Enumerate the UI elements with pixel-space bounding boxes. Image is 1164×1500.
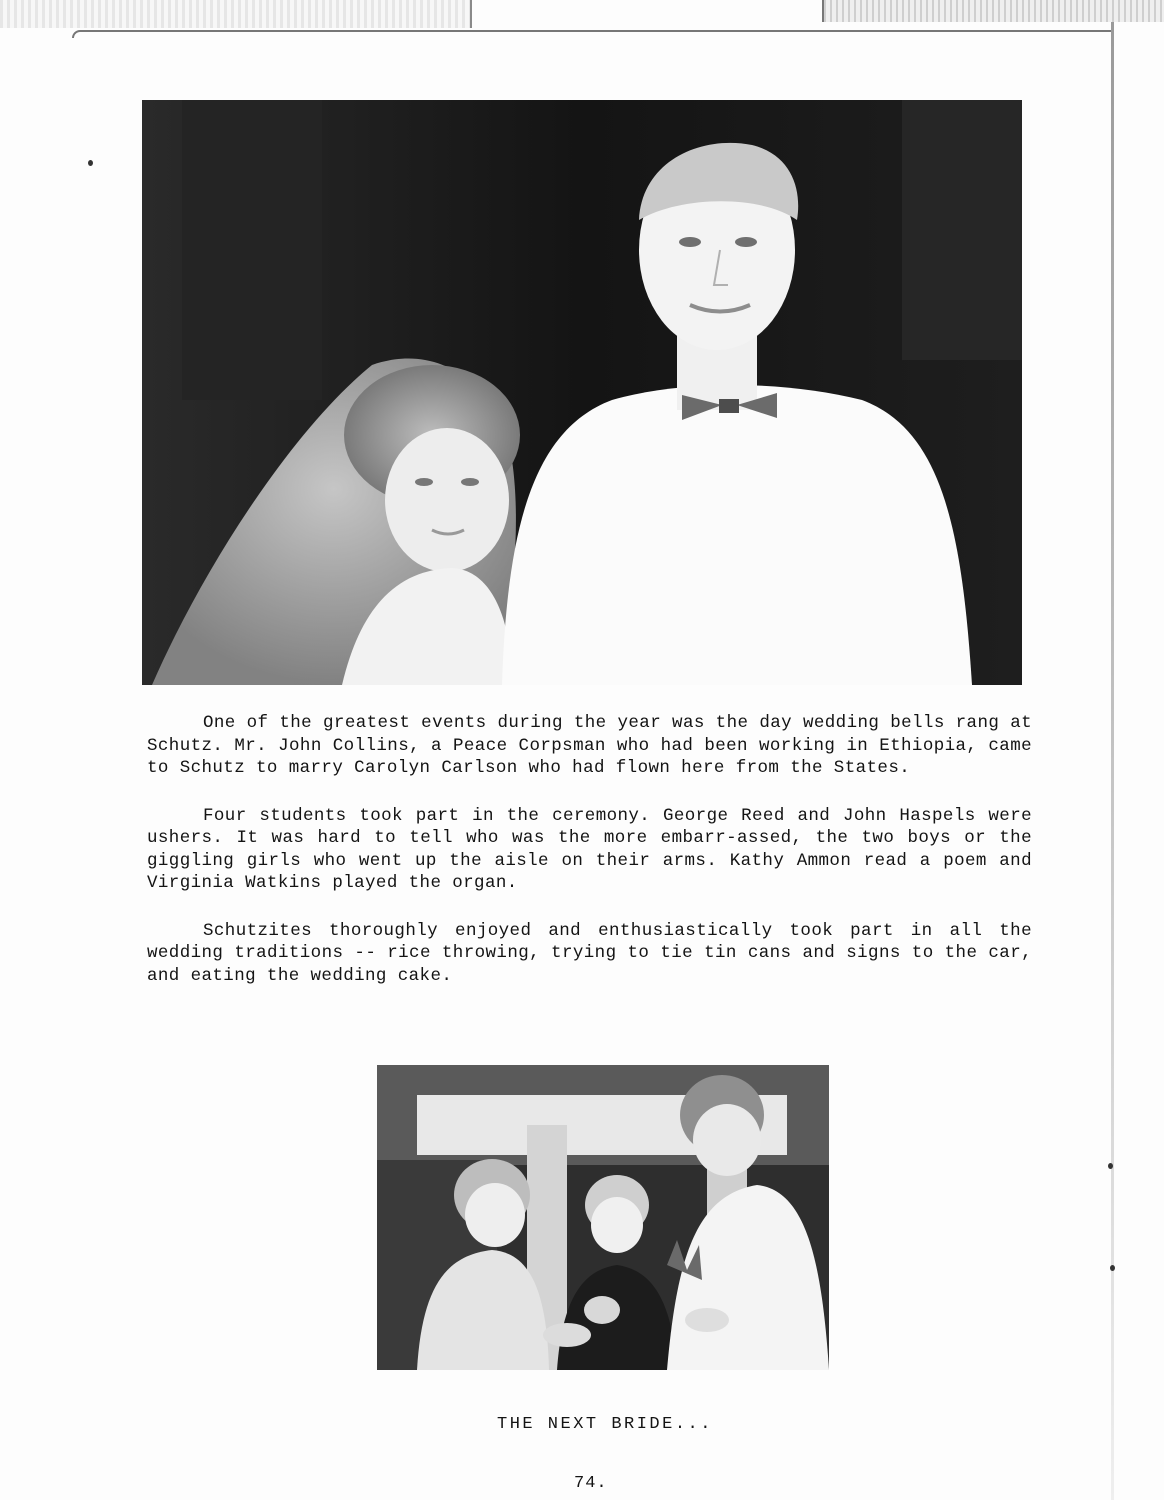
wedding-couple-photo (142, 100, 1022, 685)
paper-edge-right (1111, 22, 1114, 1500)
page-number: 74. (574, 1474, 608, 1493)
photo-caption: THE NEXT BRIDE... (497, 1415, 713, 1434)
article-paragraph-3: Schutzites thoroughly enjoyed and enthusiastically took part in all the wedding traditions -- rice throwing, trying to tie tin cans and signs to the car, and eating the wedding cake. (147, 920, 1032, 986)
article-text (147, 712, 1032, 1012)
scan-speck (1108, 1163, 1113, 1169)
next-bride-photo (377, 1065, 829, 1370)
scan-speck (88, 160, 93, 166)
scan-speck (1110, 1265, 1115, 1271)
article-paragraph-2: Four students took part in the ceremony. George Reed and John Haspels were ushers. It was hard to tell who was the more embarr-assed, the two boys or the giggling girls who went up the aisle on their arms. Kathy Ammon read a poem and Virginia Watkins played the organ. (147, 805, 1032, 893)
paper-edge-top (72, 30, 1114, 38)
scan-artifact-top-left (0, 0, 472, 28)
article-paragraph-1: One of the greatest events during the year was the day wedding bells rang at Schutz. Mr. John Collins, a Peace Corpsman who had been working in Ethiopia, came to Schutz to marry Carolyn Carlson who had flown here from the States. (147, 713, 1032, 778)
scan-artifact-top-right (822, 0, 1164, 22)
